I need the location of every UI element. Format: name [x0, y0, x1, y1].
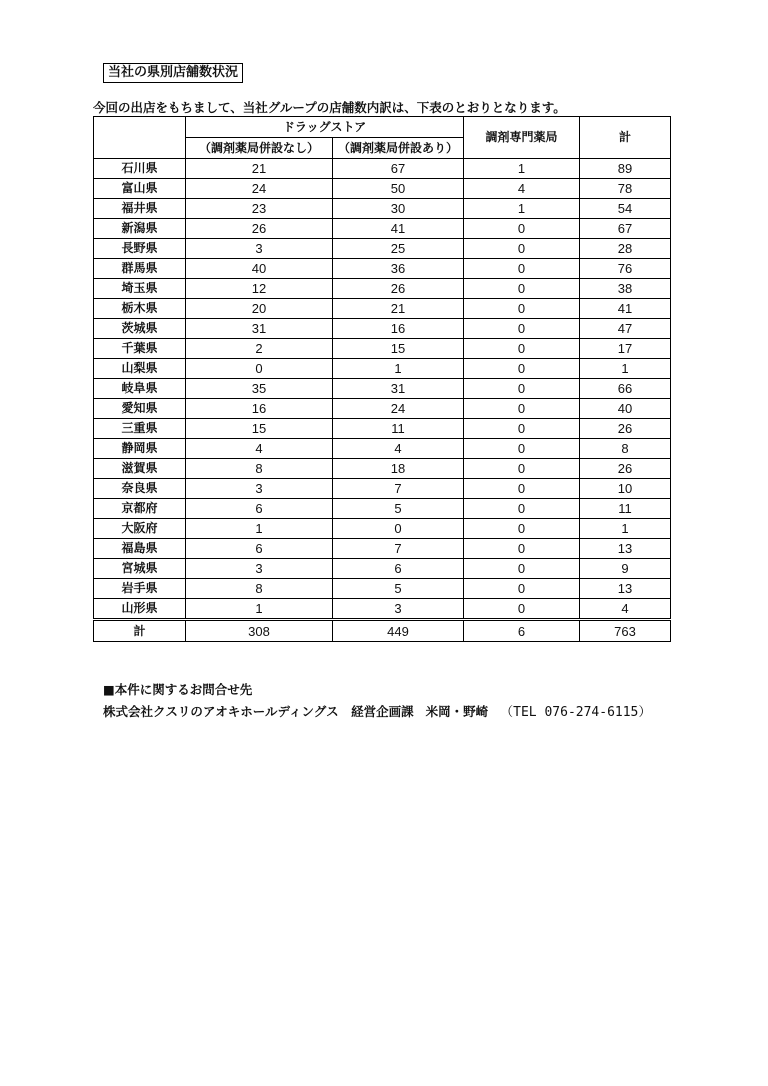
drugstore-no-pharmacy-cell: 26 [186, 219, 333, 239]
row-total-cell: 78 [580, 179, 671, 199]
drugstore-with-pharmacy-cell: 31 [333, 379, 464, 399]
drugstore-no-pharmacy-cell: 0 [186, 359, 333, 379]
prefecture-cell: 大阪府 [94, 519, 186, 539]
row-total-cell: 17 [580, 339, 671, 359]
prefecture-cell: 茨城県 [94, 319, 186, 339]
pharmacy-only-cell: 0 [464, 299, 580, 319]
total-drugstore-with-pharmacy: 449 [333, 620, 464, 642]
drugstore-no-pharmacy-cell: 23 [186, 199, 333, 219]
table-row [94, 379, 671, 399]
pharmacy-only-cell: 0 [464, 459, 580, 479]
pharmacy-only-cell: 0 [464, 579, 580, 599]
table-row [94, 539, 671, 559]
row-total-cell: 41 [580, 299, 671, 319]
intro-text: 今回の出店をもちまして、当社グループの店舗数内訳は、下表のとおりとなります。 [93, 100, 566, 115]
prefecture-cell: 埼玉県 [94, 279, 186, 299]
prefecture-cell: 滋賀県 [94, 459, 186, 479]
row-total-cell: 8 [580, 439, 671, 459]
pharmacy-only-cell: 0 [464, 319, 580, 339]
table-row [94, 519, 671, 539]
pharmacy-only-cell: 0 [464, 279, 580, 299]
table-row [94, 579, 671, 599]
prefecture-cell: 福島県 [94, 539, 186, 559]
table-row [94, 219, 671, 239]
pharmacy-only-cell: 0 [464, 339, 580, 359]
prefecture-cell: 長野県 [94, 239, 186, 259]
drugstore-with-pharmacy-cell: 3 [333, 599, 464, 620]
prefecture-cell: 宮城県 [94, 559, 186, 579]
drugstore-no-pharmacy-cell: 8 [186, 579, 333, 599]
header-prefecture [94, 117, 186, 159]
drugstore-with-pharmacy-cell: 67 [333, 159, 464, 179]
drugstore-no-pharmacy-cell: 12 [186, 279, 333, 299]
contact-company-dept: 株式会社クスリのアオキホールディングス 経営企画課 [103, 704, 414, 719]
drugstore-with-pharmacy-cell: 36 [333, 259, 464, 279]
pharmacy-only-cell: 0 [464, 439, 580, 459]
drugstore-no-pharmacy-cell: 15 [186, 419, 333, 439]
drugstore-with-pharmacy-cell: 16 [333, 319, 464, 339]
prefecture-cell: 栃木県 [94, 299, 186, 319]
row-total-cell: 38 [580, 279, 671, 299]
drugstore-with-pharmacy-cell: 7 [333, 479, 464, 499]
table-row [94, 179, 671, 199]
prefecture-cell: 富山県 [94, 179, 186, 199]
drugstore-with-pharmacy-cell: 41 [333, 219, 464, 239]
drugstore-no-pharmacy-cell: 1 [186, 599, 333, 620]
contact-names: 米岡・野崎 [425, 704, 489, 719]
prefecture-cell: 岩手県 [94, 579, 186, 599]
drugstore-no-pharmacy-cell: 24 [186, 179, 333, 199]
table-row [94, 359, 671, 379]
row-total-cell: 13 [580, 579, 671, 599]
header-drugstore-with-pharmacy: （調剤薬局併設あり） [333, 138, 464, 159]
prefecture-cell: 岐阜県 [94, 379, 186, 399]
pharmacy-only-cell: 4 [464, 179, 580, 199]
row-total-cell: 54 [580, 199, 671, 219]
row-total-cell: 76 [580, 259, 671, 279]
drugstore-with-pharmacy-cell: 6 [333, 559, 464, 579]
header-drugstore: ドラッグストア [186, 117, 464, 138]
contact-heading: ■本件に関するお問合せ先 [103, 682, 253, 697]
drugstore-with-pharmacy-cell: 30 [333, 199, 464, 219]
drugstore-with-pharmacy-cell: 50 [333, 179, 464, 199]
pharmacy-only-cell: 0 [464, 539, 580, 559]
drugstore-with-pharmacy-cell: 7 [333, 539, 464, 559]
pharmacy-only-cell: 0 [464, 419, 580, 439]
row-total-cell: 9 [580, 559, 671, 579]
drugstore-no-pharmacy-cell: 3 [186, 559, 333, 579]
row-total-cell: 1 [580, 359, 671, 379]
table-row [94, 459, 671, 479]
drugstore-with-pharmacy-cell: 0 [333, 519, 464, 539]
table-row [94, 499, 671, 519]
drugstore-no-pharmacy-cell: 3 [186, 479, 333, 499]
table-row [94, 259, 671, 279]
grand-total: 763 [580, 620, 671, 642]
table-body [94, 159, 671, 620]
row-total-cell: 26 [580, 459, 671, 479]
header-total: 計 [580, 117, 671, 159]
pharmacy-only-cell: 0 [464, 259, 580, 279]
pharmacy-only-cell: 0 [464, 499, 580, 519]
drugstore-with-pharmacy-cell: 11 [333, 419, 464, 439]
drugstore-with-pharmacy-cell: 25 [333, 239, 464, 259]
pharmacy-only-cell: 0 [464, 359, 580, 379]
total-row [94, 620, 671, 642]
table-row [94, 439, 671, 459]
row-total-cell: 28 [580, 239, 671, 259]
row-total-cell: 4 [580, 599, 671, 620]
table-row [94, 339, 671, 359]
total-pharmacy-only: 6 [464, 620, 580, 642]
row-total-cell: 66 [580, 379, 671, 399]
document-title: 当社の県別店舗数状況 [103, 63, 243, 83]
row-total-cell: 67 [580, 219, 671, 239]
row-total-cell: 13 [580, 539, 671, 559]
row-total-cell: 26 [580, 419, 671, 439]
drugstore-with-pharmacy-cell: 15 [333, 339, 464, 359]
pharmacy-only-cell: 1 [464, 199, 580, 219]
drugstore-no-pharmacy-cell: 6 [186, 499, 333, 519]
row-total-cell: 40 [580, 399, 671, 419]
pharmacy-only-cell: 0 [464, 219, 580, 239]
table-row [94, 419, 671, 439]
table-row [94, 239, 671, 259]
table-row [94, 559, 671, 579]
pharmacy-only-cell: 0 [464, 519, 580, 539]
drugstore-with-pharmacy-cell: 26 [333, 279, 464, 299]
drugstore-no-pharmacy-cell: 3 [186, 239, 333, 259]
prefecture-cell: 愛知県 [94, 399, 186, 419]
drugstore-no-pharmacy-cell: 20 [186, 299, 333, 319]
header-pharmacy-only: 調剤専門薬局 [464, 117, 580, 159]
table-row [94, 399, 671, 419]
prefecture-cell: 新潟県 [94, 219, 186, 239]
contact-line [103, 701, 651, 720]
drugstore-no-pharmacy-cell: 16 [186, 399, 333, 419]
header-drugstore-no-pharmacy: （調剤薬局併設なし） [186, 138, 333, 159]
prefecture-cell: 静岡県 [94, 439, 186, 459]
row-total-cell: 1 [580, 519, 671, 539]
drugstore-with-pharmacy-cell: 21 [333, 299, 464, 319]
table-row [94, 479, 671, 499]
drugstore-with-pharmacy-cell: 4 [333, 439, 464, 459]
pharmacy-only-cell: 1 [464, 159, 580, 179]
prefecture-cell: 群馬県 [94, 259, 186, 279]
drugstore-with-pharmacy-cell: 5 [333, 499, 464, 519]
table-row [94, 299, 671, 319]
prefecture-cell: 山梨県 [94, 359, 186, 379]
table-row [94, 599, 671, 620]
drugstore-no-pharmacy-cell: 35 [186, 379, 333, 399]
prefecture-cell: 山形県 [94, 599, 186, 620]
total-drugstore-no-pharmacy: 308 [186, 620, 333, 642]
row-total-cell: 10 [580, 479, 671, 499]
drugstore-no-pharmacy-cell: 4 [186, 439, 333, 459]
drugstore-no-pharmacy-cell: 31 [186, 319, 333, 339]
drugstore-with-pharmacy-cell: 5 [333, 579, 464, 599]
drugstore-no-pharmacy-cell: 6 [186, 539, 333, 559]
prefecture-cell: 三重県 [94, 419, 186, 439]
drugstore-no-pharmacy-cell: 1 [186, 519, 333, 539]
table-row [94, 159, 671, 179]
row-total-cell: 47 [580, 319, 671, 339]
pharmacy-only-cell: 0 [464, 379, 580, 399]
drugstore-no-pharmacy-cell: 40 [186, 259, 333, 279]
pharmacy-only-cell: 0 [464, 479, 580, 499]
pharmacy-only-cell: 0 [464, 239, 580, 259]
prefecture-cell: 福井県 [94, 199, 186, 219]
table-row [94, 279, 671, 299]
total-label: 計 [94, 620, 186, 642]
drugstore-no-pharmacy-cell: 8 [186, 459, 333, 479]
drugstore-with-pharmacy-cell: 1 [333, 359, 464, 379]
prefecture-cell: 石川県 [94, 159, 186, 179]
prefecture-cell: 奈良県 [94, 479, 186, 499]
prefecture-cell: 千葉県 [94, 339, 186, 359]
contact-tel: （TEL 076-274-6115） [500, 705, 652, 720]
drugstore-with-pharmacy-cell: 24 [333, 399, 464, 419]
table-row [94, 319, 671, 339]
store-count-table [93, 116, 671, 642]
pharmacy-only-cell: 0 [464, 599, 580, 620]
table-row [94, 199, 671, 219]
pharmacy-only-cell: 0 [464, 399, 580, 419]
drugstore-no-pharmacy-cell: 21 [186, 159, 333, 179]
drugstore-with-pharmacy-cell: 18 [333, 459, 464, 479]
prefecture-cell: 京都府 [94, 499, 186, 519]
row-total-cell: 89 [580, 159, 671, 179]
row-total-cell: 11 [580, 499, 671, 519]
pharmacy-only-cell: 0 [464, 559, 580, 579]
drugstore-no-pharmacy-cell: 2 [186, 339, 333, 359]
